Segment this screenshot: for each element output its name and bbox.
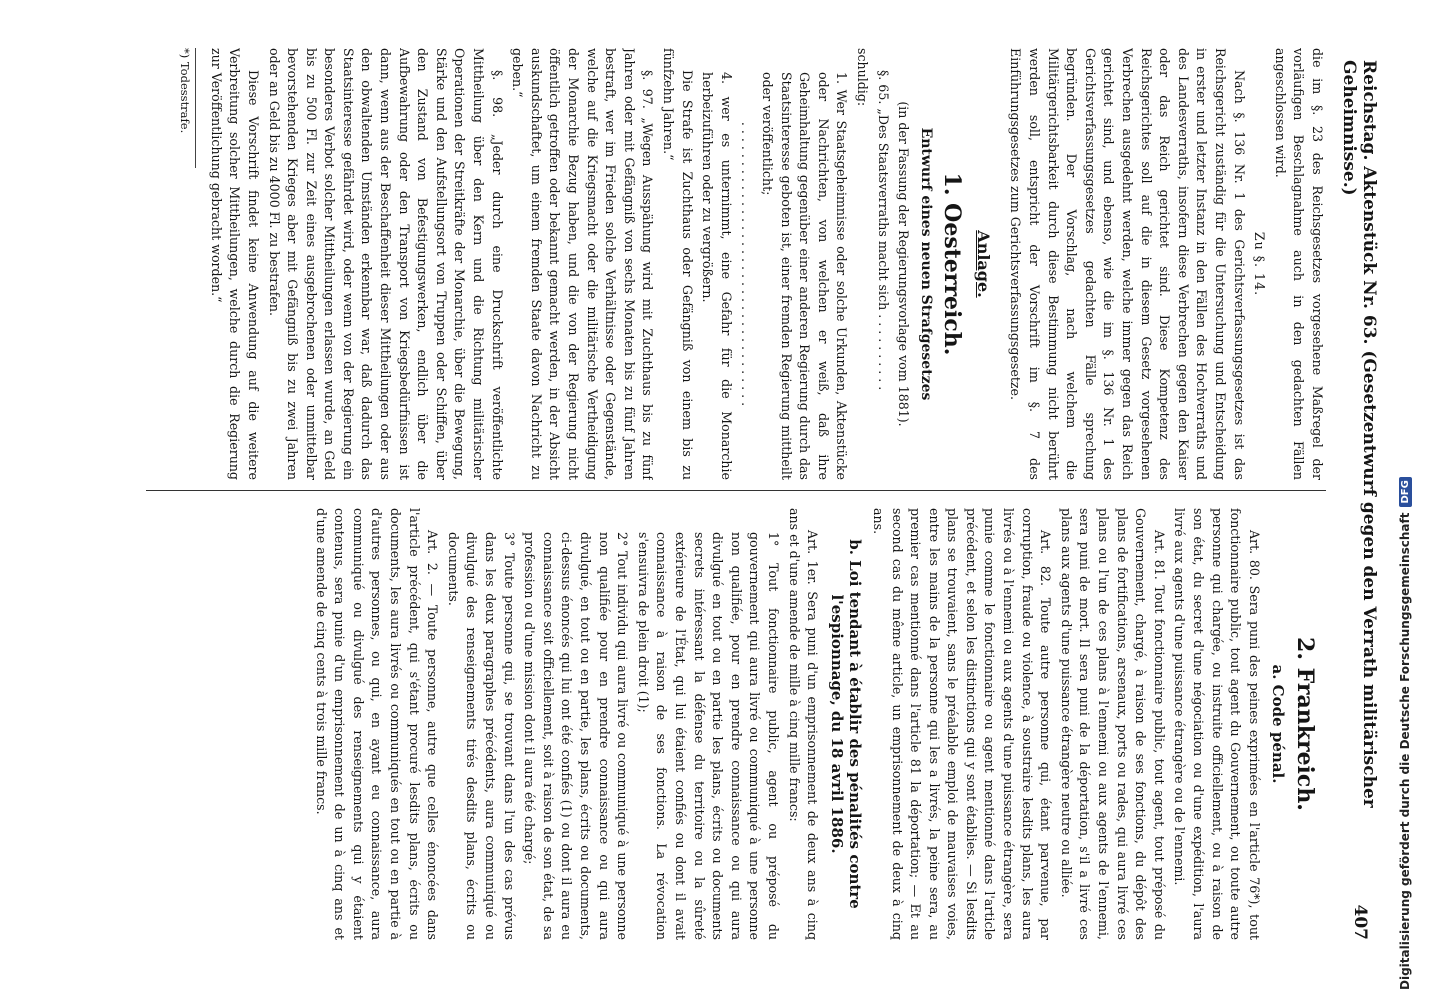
dfg-logo: DFG (1399, 477, 1412, 506)
article-1: Art. 1er. Sera puni d'un emprisonnement de deux ans à cinq ans et d'une amende de mille à cinq mille francs: (786, 508, 821, 940)
loi-heading: b. Loi tendant à établir des pénalités contre l'espionnage, du 18 avril 1886. (827, 539, 865, 909)
paragraph: die im §. 23 des Reichsgesetzes vorgesehene Maßregel der vorläufigen Beschlagnahme auch in den gedachten Fällen angeschlossen wird. (1272, 48, 1325, 480)
right-column (156, 508, 1326, 940)
credit-text: Digitalisierung gefördert durch die Deutsche Forschungsgemeinschaft (1398, 512, 1412, 990)
article-2: Art. 2. — Toute personne, autre que celles énoncées dans l'article précédent, qui s'étant procuré lesdits plans, écrits ou documents, les aura livrés ou communiqués en tout ou en partie à d'autres personnes, ou qui, en ayant eu connaissance, aura communiqué ou divulgué des renseignements qui y étaient contenus, sera punie d'un emprisonnement de un à cinq ans et d'une amende de cinq cents à trois mille francs. (313, 508, 441, 940)
anlage-heading: Anlage. (973, 230, 993, 298)
entwurf-heading: Entwurf eines neuen Strafgesetzes (917, 127, 934, 401)
list-item: 2° Tout individu qui aura livré ou communiqué à une personne non qualifiée pour en prendre connaissance ou qui aura divulgué, en tout ou en partie, les plans, écrits ou documents, ci-dessus énoncés qui lui ont été confiés (1) ou dont il aura eu connaissance soit officiellement, soit à raison de son état, de sa profession ou d'une mission dont il aura été chargé; (522, 532, 631, 940)
digitization-credit (1398, 477, 1412, 990)
heading-oesterreich: 1. Oesterreich. (939, 172, 966, 356)
article-81: Art. 81. Tout fonctionnaire public, tout agent, tout préposé du Gouvernement, chargé, à raison de ses fonctions, du dépôt des plans de fortifications, arsenaux, ports ou rades, qui aura livré ces plans ou l'un de ces plans à l'ennemi ou aux agents de l'ennemi, sera puni de mort. Il sera puni de la déportation, s'il a livré ces plans aux agents d'une puissance étrangère neutre ou alliée. (1058, 508, 1167, 940)
code-penal-heading: a. Code pénal. (1269, 664, 1288, 784)
footnote: *) Todesstrafe. (178, 48, 192, 134)
left-column (156, 48, 1326, 480)
list-item: 1° Tout fonctionnaire public, agent ou préposé du gouvernement qui aura livré ou communiqué à une personne non qualifiée, pour en prendre connaissance ou qui aura divulgué en tout ou en partie les plans, écrits ou documents secrets intéressant la défense du territoire ou la sûreté extérieure de l'État, qui lui étaient confiés ou dont il avait connaissance à raison de ses fonctions. La révocation s'ensuivra de plein droit (1); (635, 532, 781, 940)
paragraph: Nach §. 136 Nr. 1 des Gerichtsverfassungsgesetzes ist das Reichsgericht zuständig für die Untersuchung und Entscheidung in erster und letzter Instanz in den Fällen des Hochverraths und des Landesverraths, insofern diese Verbrechen gegen den Kaiser oder das Reich gerichtet sind. Diese Kompetenz des Reichsgerichtes soll auf die in diesem Gesetz vorgesehenen Verbrechen ausgedehnt werden, welche immer gegen das Reich gerichtet sind, und ebenso, wie die im §. 136 Nr. 1 des Gerichtsverfassungsgesetzes gedachten Fälle sprechung begründen. Der Vorschlag, nach welchem die Militärgerichtsbarkeit durch diese Bestimmung nicht berührt werden soll, entspricht der Vorschrift im §. 7 des Einführungsgesetzes zum Gerichtsverfassungsgesetze. (1008, 48, 1247, 480)
section-label-zu14: Zu §. 14. (1252, 231, 1268, 297)
running-header (1339, 60, 1379, 940)
paragraph: Diese Vorschrift findet keine Anwendung auf die weitere Verbreitung solcher Mittheilungen, welche durch die Regierung zur Veröffentlichung gebracht worden.“ (208, 48, 261, 480)
page-number: 407 (1350, 904, 1370, 940)
schuldig-label: schuldig: (854, 48, 870, 107)
column-divider (146, 490, 1326, 491)
list-item: 3° Toute personne qui, se trouvant dans l'un des cas prévus dans les deux paragraphes précédents, aura communiqué ou divulgué des renseignements tirés desdits plans, écrits ou documents. (445, 532, 517, 940)
paragraph-97: §. 97. „Wegen Ausspähung wird mit Zuchthaus bis zu fünf Jahren oder mit Gefängniß von sechs Monaten bis zu fünf Jahren bestraft, wer im Frieden solche Verhältnisse oder Gegenstände, welche auf die Kriegsmacht oder die militärische Vertheidigung der Monarchie Bezug haben, und die von der Regierung nicht öffentlich getroffen oder bekannt gemacht werden, in der Absicht auskundschaftet, um einem fremden Staate davon Nachricht zu geben.“ (510, 48, 656, 480)
paragraph-98: §. 98. „Jeder durch eine Druckschrift veröffentlichte Mittheilung über den Kern und die Richtung militärischer Operationen der Streitkräfte der Monarchie, über die Bewegung, Stärke und den Aufstellungsort von Truppen oder Schiffen, über den Zustand von Befestigungswerken, endlich über die Aufbewahrung oder den Transport von Kriegsbedürfnissen ist dann, wenn aus der Beschaffenheit dieser Mittheilungen oder aus den obwaltenden Umständen erkennbar war, daß dadurch das Staatsinteresse gefährdet wird, oder wenn von der Regierung ein besonderes Verbot solcher Mittheilungen erlassen wurde, an Geld bis zu 500 Fl. zur Zeit eines ausgebrochenen oder unmittelbar bevorstehenden Krieges aber mit Gefängniß bis zu zwei Jahren oder an Geld bis zu 4000 Fl. zu bestrafen. (266, 48, 505, 480)
heading-frankreich: 2. Frankreich. (1292, 637, 1318, 811)
list-item: 4. wer es unternimmt, eine Gefahr für die Monarchie herbeizuführen oder zu vergrößern. (700, 72, 734, 480)
running-title: Reichstag. Aktenstück Nr. 63. (Gesetzentwurf gegen den Verrath militärischer Geheimnisse.) (1339, 60, 1379, 808)
document-page (132, 20, 1392, 980)
footnote-rule (195, 48, 196, 168)
article-82: Art. 82. Toute autre personne qui, étant parvenue, par corruption, fraude ou violence, à soustraire lesdits plans, les aura livrés ou à l'ennemi ou aux agents d'une puissance étrangère, sera punie comme le fonctionnaire ou agent mentionné dans l'article précédent, et selon les distinctions qui y sont établies. — Si lesdits plans se trouvaient, sans le préalable emploi de mauvaises voies, entre les mains de la personne qui les a livrés, la peine sera, au premier cas mentionné dans l'article 81 la déportation; — Et au second cas du même article, un emprisonnement de deux à cinq ans. (870, 508, 1054, 940)
article-80: Art. 80. Sera puni des peines exprimées en l'article 76*), tout fonctionnaire public, tout agent du Gouvernement, ou toute autre personne qui chargée, ou instruite officiellement, ou à raison de son état, du secret d'une négociation ou d'une expédition, l'aura livré aux agents d'une puissance étrangère ou de l'ennemi. (1172, 508, 1262, 940)
ellipsis-line: . . . . . . . . . . . . . . . . . . . . . . . . . . . . . . . . . . . . (739, 121, 755, 407)
paragraph: Die Strafe ist Zuchthaus oder Gefängniß von einem bis zu fünfzehn Jahren.“ (661, 48, 695, 480)
list-item: 1. Wer Staatsgeheimnisse oder solche Urkunden, Aktenstücke oder Nachrichten, von welchen er weiß, daß ihre Geheimhaltung gegenüber einer anderen Regierung durch das Staatsinteresse geboten ist, einer fremden Regierung mittheilt oder veröffentlicht; (759, 72, 850, 480)
paragraph-65: §. 65. „Des Staatsverraths macht sich . . . . . . . . . . (875, 70, 891, 391)
fassung-note: (in der Fassung der Regierungsvorlage vom 1881). (896, 101, 912, 427)
